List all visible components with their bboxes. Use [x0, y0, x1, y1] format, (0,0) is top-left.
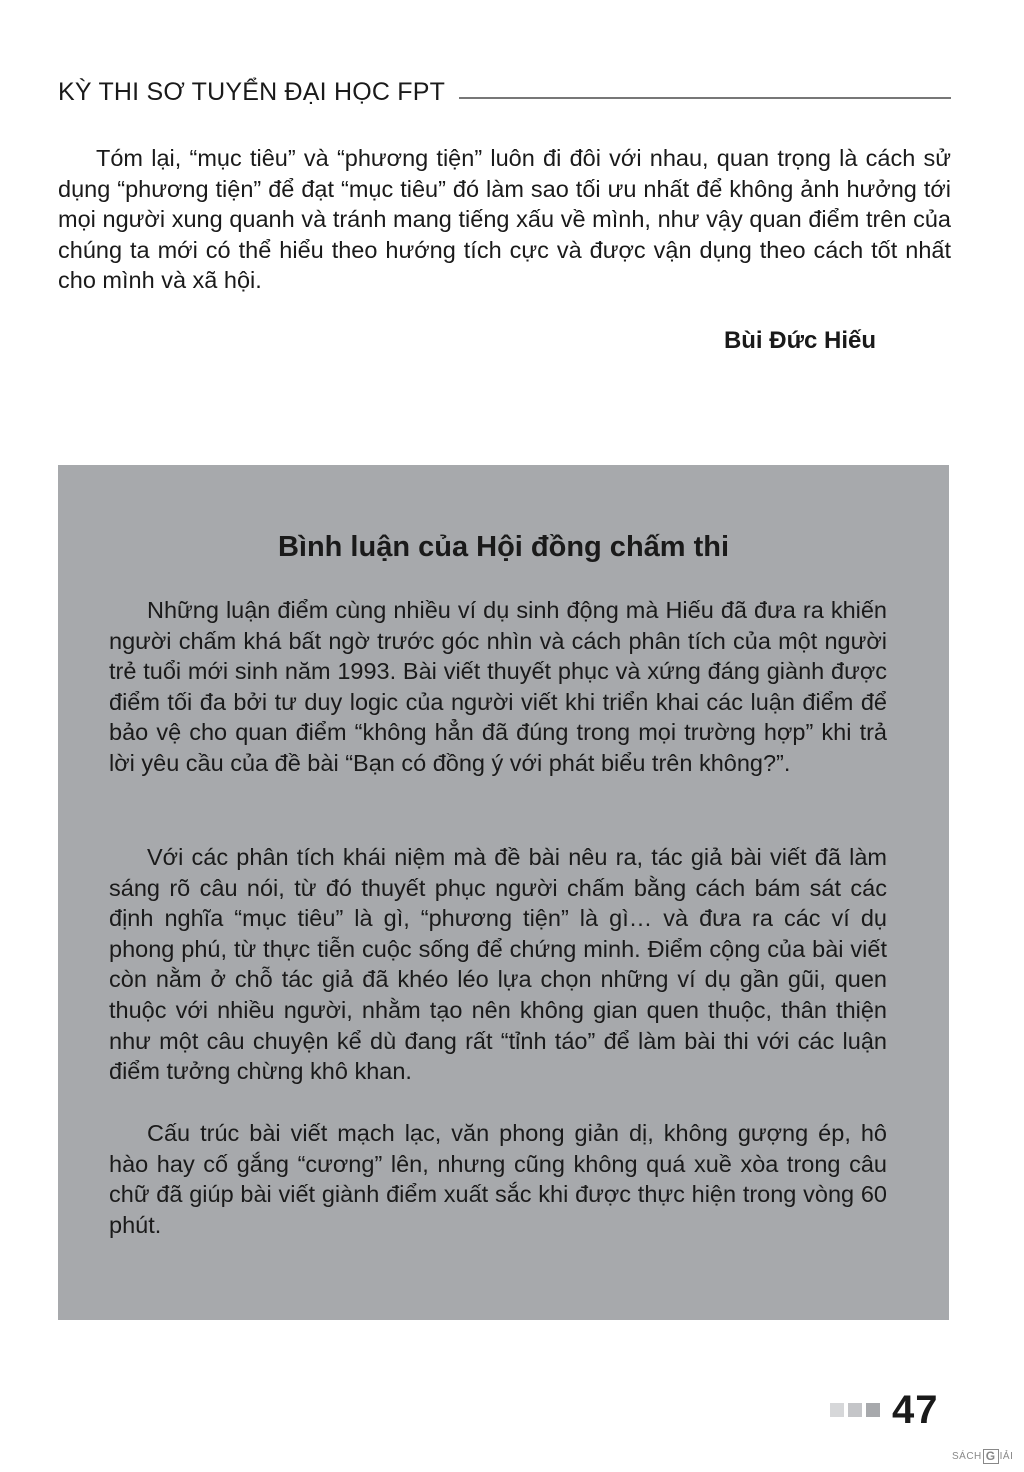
watermark-box-letter: G	[983, 1449, 999, 1464]
running-header	[58, 72, 951, 112]
essay-conclusion: Tóm lại, “mục tiêu” và “phương tiện” luôn đi đôi với nhau, quan trọng là cách sử dụng “phương tiện” để đạt “mục tiêu” đó làm sao tối ưu nhất để không ảnh hưởng tới mọi người xung quanh và tránh mang tiếng xấu về mình, như vậy quan điểm trên của chúng ta mới có thể hiểu theo hướng tích cực và được vận dụng theo cách tốt nhất cho mình và xã hội.	[58, 145, 951, 294]
author-name: Bùi Đức Hiếu	[723, 327, 876, 354]
jury-comment-paragraph-1: Những luận điểm cùng nhiều ví dụ sinh động mà Hiếu đã đưa ra khiến người chấm khá bất ngờ trước góc nhìn và cách phân tích của một người trẻ tuổi mới sinh năm 1993. Bài viết thuyết phục và xứng đáng giành được điểm tối đa bởi tư duy logic của người viết khi triển khai các luận điểm để bảo vệ cho quan điểm “không hẳn đã đúng trong mọi trường hợp” khi trả lời yêu cầu của đề bài “Bạn có đồng ý với phát biểu trên không?”.	[109, 597, 887, 776]
jury-comment-paragraph-3: Cấu trúc bài viết mạch lạc, văn phong giản dị, không gượng ép, hô hào hay cố gắng “cương” lên, nhưng cũng không quá xuề xòa trong câu chữ đã giúp bài viết giành điểm xuất sắc khi được thực hiện trong vòng 60 phút.	[109, 1120, 887, 1238]
footer-square-icon	[848, 1403, 862, 1417]
footer-square-icon	[830, 1403, 844, 1417]
header-rule	[459, 97, 951, 99]
watermark-text-left: SÁCH	[952, 1450, 982, 1462]
page-footer	[830, 1388, 960, 1432]
jury-comment-heading: Bình luận của Hội đồng chấm thi	[277, 531, 730, 563]
watermark-text-right: IẢI	[999, 1450, 1014, 1462]
running-header-title: KỲ THI SƠ TUYỂN ĐẠI HỌC FPT	[58, 77, 446, 106]
jury-comment-box	[58, 465, 949, 1320]
watermark-logo	[952, 1446, 1013, 1466]
footer-square-icon	[866, 1403, 880, 1417]
jury-comment-paragraph-2: Với các phân tích khái niệm mà đề bài nêu ra, tác giả bài viết đã làm sáng rõ câu nói, từ đó thuyết phục người chấm bằng cách bám sát các định nghĩa “mục tiêu” là gì, “phương tiện” là gì… và đưa ra các ví dụ phong phú, từ thực tiễn cuộc sống để chứng minh. Điểm cộng của bài viết còn nằm ở chỗ tác giả đã khéo léo lựa chọn những ví dụ gần gũi, quen thuộc với nhiều người, nhằm tạo nên không gian quen thuộc, thân thiện như một câu chuyện kể dù đang rất “tỉnh táo” để làm bài thi với các luận điểm tưởng chừng khô khan.	[109, 844, 887, 1085]
page-number: 47	[892, 1387, 939, 1432]
